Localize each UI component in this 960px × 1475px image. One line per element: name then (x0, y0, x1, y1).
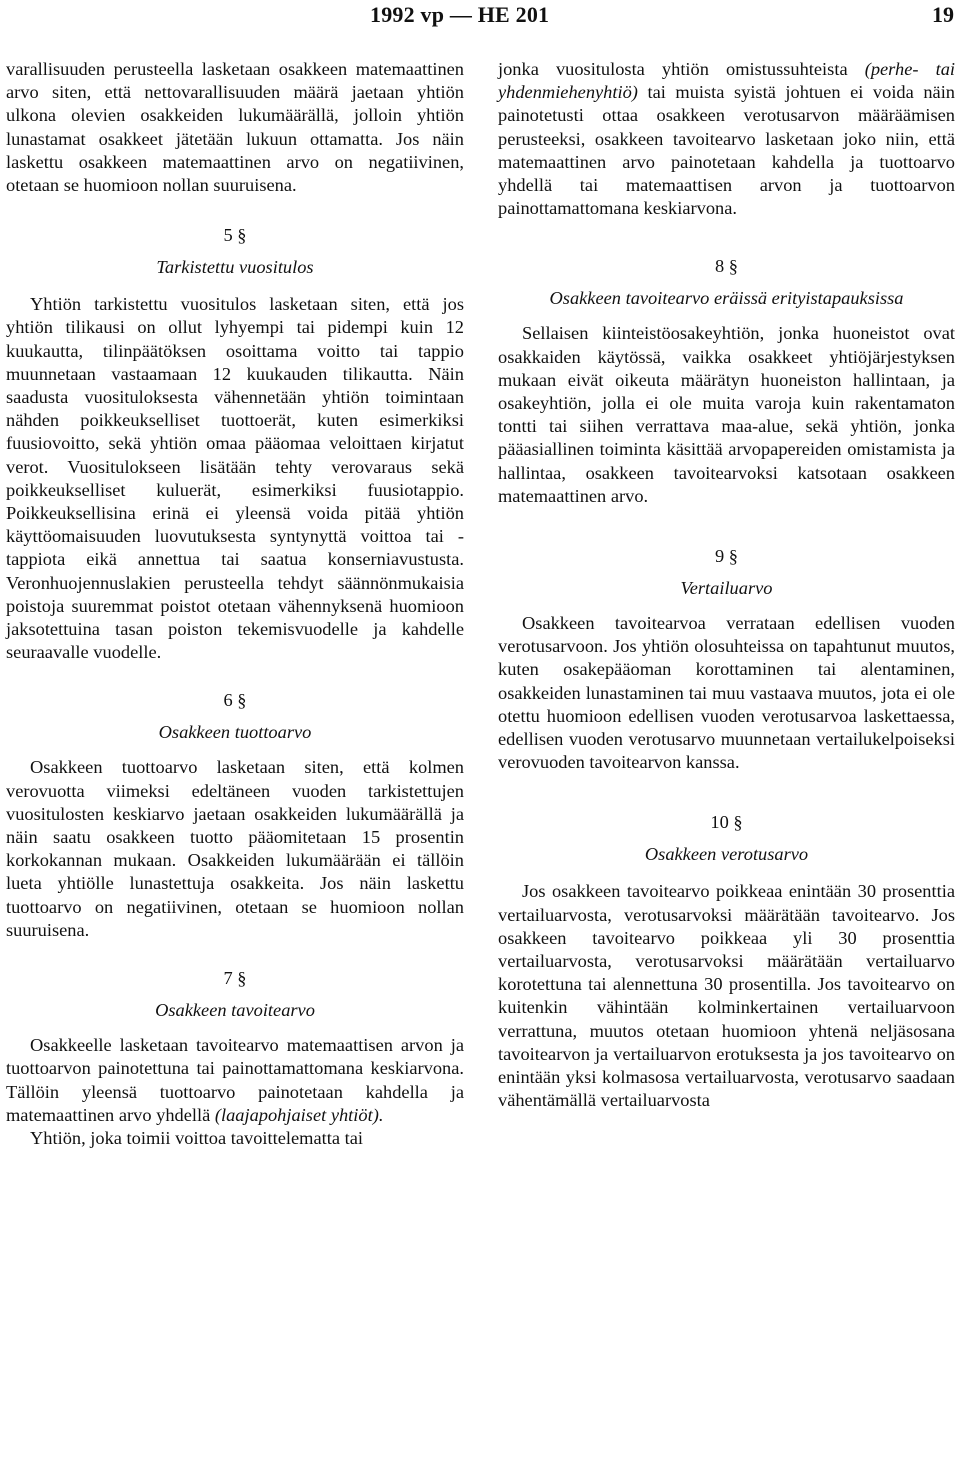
section-10-heading (498, 810, 955, 866)
section-title: Vertailuarvo (680, 578, 773, 599)
section-title: Osakkeen tuottoarvo (158, 722, 312, 743)
section-number: 7 § (223, 968, 247, 989)
continuation-paragraph (498, 58, 955, 220)
continuation-text: tai muista syistä johtuen ei voida näin painotetusti ottaa osakkeen verotusarvon määräämisen perusteeksi, osakkeen tavoitearvo lasketaan joko niin, että matemaattinen arvo painotetaan kahdella ja tuottoarvo yhdellä tai matemaattisen arvon ja tuottoarvon painottamattomana keskiarvona. (498, 82, 955, 219)
section-title: Osakkeen tavoitearvo (155, 1000, 315, 1021)
continuation-text: jonka vuositulosta yhtiön omistussuhteista (498, 59, 865, 79)
section-title: Tarkistettu vuositulos (156, 257, 314, 278)
section-title: Osakkeen verotusarvo (644, 844, 809, 865)
right-column (498, 58, 955, 1113)
section-8-heading (498, 254, 955, 310)
intro-paragraph: varallisuuden perusteella lasketaan osakkeen matemaattinen arvo siten, että nettovarallisuuden määrä jaetaan yhtiön ulkona olevien osakkeiden lukumäärällä, jolloin yhtiön lunastamat osakkeet jätetään lukuun ottamatta. Jos näin laskettu osakkeen matemaattinen arvo on negatiivinen, otetaan se huomioon nollan suuruisena. (6, 59, 464, 196)
continuation-emphasis: (perhe- tai yhdenmiehenyhtiö) (498, 59, 955, 103)
section-7-emphasis: (laajapohjaiset yhtiöt). (214, 1104, 384, 1125)
section-number: 9 § (715, 546, 738, 567)
section-10-text: Jos osakkeen tavoitearvo poikkeaa enintään 30 prosenttia vertailuarvosta, verotusarvoksi määrätään tavoitearvo. Jos osakkeen tavoitearvo poikkeaa yli 30 prosenttia vertailuarvosta, verotusarvoksi määrätään vertailuarvo korotettuna tai alennettuna 30 prosentilla. Jos tavoitearvo on kuitenkin vähintään kolminkertainen vertailuarvoon verrattuna, muutos otetaan huomioon yhtenä neljäsosana tavoitearvon ja vertailuarvon erotuksesta ja jos tavoitearvo on enintään yksi kolmasosa vertailuarvosta, verotusarvo saadaan vähentämällä vertailuarvosta (498, 881, 955, 1111)
section-5-heading (6, 223, 464, 279)
section-6-heading (6, 688, 464, 744)
section-number: 10 § (710, 812, 743, 833)
section-5-text: Yhtiön tarkistettu vuositulos lasketaan siten, että jos yhtiön tilikausi on ollut lyhyempi tai pidempi kuin 12 kuukautta, tilinpäätöksen osoittama voitto tai tappio muunnetaan vastaamaan 12 kuukauden tilikautta. Näin saadusta vuosituloksesta vähennetään yhtiön toimintaan nähden poikkeukselliset tuottoerät, kuten esimerkiksi fuusiovoitto, sekä yhtiön omaa pääomaa veloittaen kirjatut verot. Vuositulokseen lisätään tehty verovaraus sekä poikkeukselliset kuluerät, esimerkiksi fuusiotappio. Poikkeuksellisina erinä ei yleensä voida pitää yhtiön käyttöomaisuuden luovutuksesta syntynyttä voittoa tai -tappiota eikä annettua tai saatua konserniavustusta. Veronhuojennuslakien perusteella tehdyt säännönmukaisia poistoja suuremmat poistot otetaan vähennyksenä huomioon jaksotettuina tasan poiston tekemisvuodelle ja kahdelle seuraavalle vuodelle. (6, 294, 464, 663)
section-7-continuation: Yhtiön, joka toimii voittoa tavoittelematta tai (30, 1127, 364, 1148)
section-9-text: Osakkeen tavoitearvoa verrataan edellisen vuoden verotusarvoon. Jos yhtiön olosuhteissa on tapahtunut muutos, kuten osakepääoman korottaminen tai alentaminen, osakkeiden lunastaminen tai muu vastaava muutos, jota ei ole otettu huomioon edellisen vuoden verotusarvoa laskettaessa, edellisen vuoden verotusarvo muunnetaan vertailukelpoiseksi verovuoden tavoitearvon kanssa. (498, 613, 955, 773)
section-title: Osakkeen tavoitearvo eräissä erityistapauksissa (549, 288, 904, 309)
section-8-text: Sellaisen kiinteistöosakeyhtiön, jonka huoneistot ovat osakkaiden käytössä, vaikka osakkeet yhtiöjärjestyksen mukaan eivät oikeuta määrätyn huoneiston hallintaan, ja osakeyhtiön, jolla ei ole muita varoja kuin rakentamaton tontti tai siihen verrattava maa-alue, sekä yhtiön, jonka pääasiallinen toiminta käsittää arvopapereiden omistamista ja hallintaa, osakkeen tavoitearvoksi katsotaan osakkeen matemaattinen arvo. (498, 323, 955, 506)
section-9-heading (498, 544, 955, 600)
section-7-heading (6, 966, 464, 1022)
section-number: 5 § (223, 225, 247, 246)
left-column (6, 58, 464, 1150)
section-number: 8 § (715, 256, 738, 277)
section-6-text: Osakkeen tuottoarvo lasketaan siten, että kolmen verovuotta viimeksi edeltäneen vuoden tarkistettujen vuositulosten keskiarvo jaetaan osakkeiden lukumäärällä ja näin saatu osakkeen tuotto pääomitetaan 15 prosentin korkokannan mukaan. Osakkeiden lukumäärään ei tällöin lueta yhtiölle lunastettuja osakkeita. Jos näin laskettu tuottoarvo on negatiivinen, otetaan se huomioon nollan suuruisena. (6, 757, 464, 940)
section-7-text (6, 1034, 464, 1127)
document-title: 1992 vp — HE 201 (370, 2, 550, 27)
section-7-text-part: Osakkeelle lasketaan tavoitearvo matemaattisen arvon ja tuottoarvon painotettuna tai painottamattomana keskiarvona. Tällöin yleensä tuottoarvo painotetaan kahdella ja matemaattinen arvo yhdellä (6, 1035, 464, 1125)
page-header (0, 2, 960, 36)
page-number: 19 (932, 2, 954, 27)
section-number: 6 § (223, 690, 247, 711)
